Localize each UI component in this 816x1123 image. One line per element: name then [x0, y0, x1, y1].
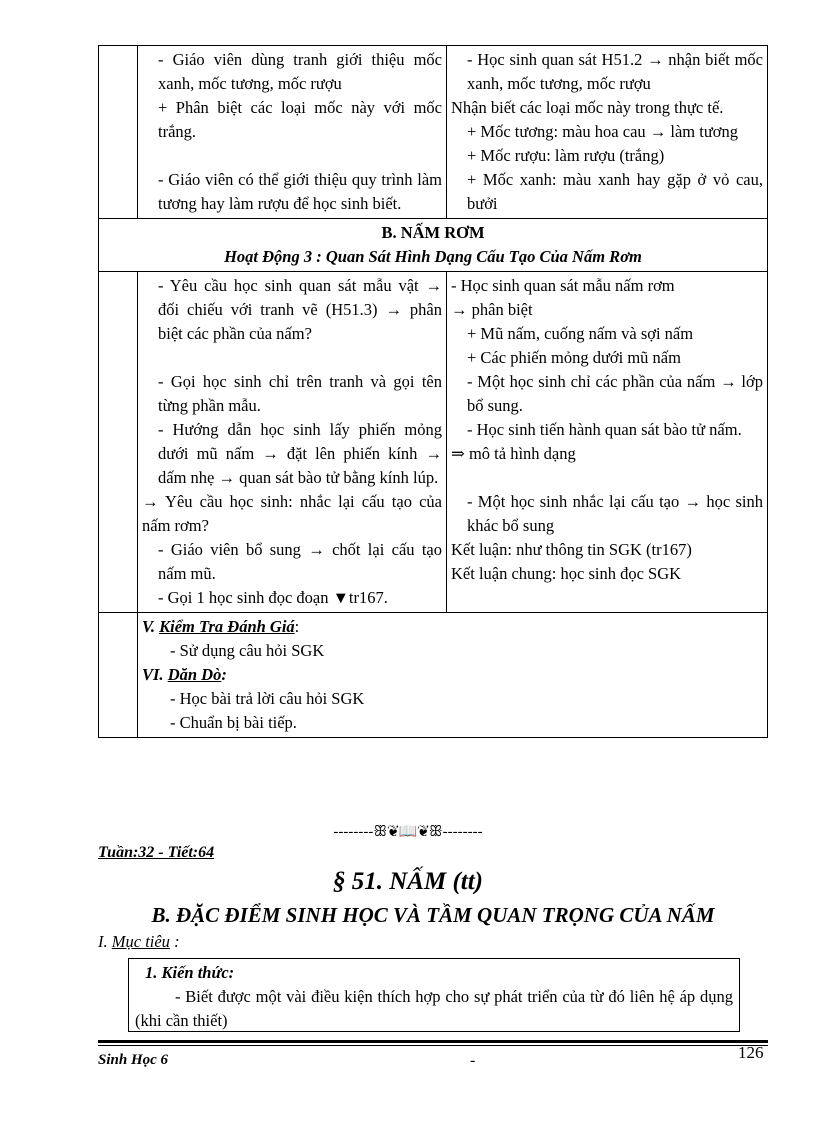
paragraph: - Hướng dẫn học sinh lấy phiến mỏng dưới mũ nấm → đặt lên phiến kính → dấm nhẹ → quan sát bào tử bằng kính lúp. [158, 420, 442, 487]
paragraph: - Học sinh tiến hành quan sát bào tử nấm. [467, 420, 742, 439]
homework-item: - Chuẩn bị bài tiếp. [170, 713, 297, 732]
paragraph: - Gọi 1 học sinh đọc đoạn ▼tr167. [158, 588, 388, 607]
paragraph: - Giáo viên dùng tranh giới thiệu mốc xanh, mốc tương, mốc rượu [158, 50, 442, 93]
ornament-divider: --------ꕥ❦📖❦ꕥ-------- [333, 824, 483, 840]
homework-heading: VI. Dăn Dò: [142, 665, 227, 684]
paragraph: + Mốc tương: màu hoa cau → làm tương [467, 122, 739, 141]
teacher-activity-cell [138, 46, 447, 219]
page-number: 126 [738, 1043, 764, 1062]
paragraph: + Mũ nấm, cuống nấm và sợi nấm [467, 324, 694, 343]
homework-title: Dăn Dò [167, 665, 222, 684]
table-row [99, 272, 768, 613]
paragraph: + Phân biệt các loại mốc này với mốc trắng. [158, 98, 442, 141]
footer-subject: Sinh Học 6 [98, 1052, 169, 1068]
lesson-table [98, 45, 768, 738]
table-row [99, 46, 768, 219]
paragraph: - Một học sinh nhắc lại cấu tạo → học sinh khác bổ sung [467, 492, 763, 535]
footer-rule [98, 1040, 768, 1046]
paragraph: - Yêu cầu học sinh quan sát mẫu vật → đối chiếu với tranh vẽ (H51.3) → phân biệt các phần của nấm? [158, 276, 442, 343]
section-header-cell [99, 219, 768, 272]
paragraph: + Mốc xanh: màu xanh hay gặp ở vỏ cau, bưởi [467, 170, 763, 213]
index-cell [99, 272, 138, 613]
knowledge-text: - Biết được một vài điều kiện thích hợp cho sự phát triển của từ đó liên hệ áp dụng (khi cần thiết) [135, 987, 733, 1030]
paragraph: + Các phiến mỏng dưới mũ nấm [467, 348, 681, 367]
paragraph: - Gọi học sinh chỉ trên tranh và gọi tên từng phần mẫu. [158, 372, 442, 415]
paragraph: ⇒ mô tả hình dạng [451, 444, 576, 463]
assessment-item: - Sử dụng câu hỏi SGK [170, 641, 325, 660]
objectives-heading: I. Mục tiêu : [98, 932, 180, 951]
assessment-title: Kiểm Tra Đánh Giá [159, 617, 295, 636]
student-activity-cell [447, 46, 768, 219]
paragraph: Kết luận chung: học sinh đọc SGK [451, 564, 682, 583]
paragraph: → Yêu cầu học sinh: nhắc lại cấu tạo của nấm rơm? [142, 492, 442, 535]
index-cell [99, 613, 138, 738]
paragraph: → phân biệt [451, 300, 533, 319]
student-activity-cell [447, 272, 768, 613]
knowledge-box [128, 958, 740, 1032]
section-heading: B. ĐẶC ĐIỂM SINH HỌC VÀ TẦM QUAN TRỌNG CỦA NẤM [151, 903, 715, 927]
footer-separator: - [470, 1052, 476, 1069]
index-cell [99, 46, 138, 219]
paragraph: Nhận biết các loại mốc này trong thực tế. [451, 98, 724, 117]
paragraph: - Một học sinh chỉ các phần của nấm → lớp bổ sung. [467, 372, 763, 415]
homework-item: - Học bài trả lời câu hỏi SGK [170, 689, 365, 708]
table-row [99, 613, 768, 738]
section-title: B. NẤM RƠM [381, 223, 485, 242]
knowledge-title: 1. Kiến thức: [145, 963, 235, 982]
paragraph: - Học sinh quan sát mẫu nấm rơm [451, 276, 675, 295]
teacher-activity-cell [138, 272, 447, 613]
table-row [99, 219, 768, 272]
assessment-cell [138, 613, 768, 738]
objectives-title: Mục tiêu [111, 932, 170, 951]
paragraph: - Giáo viên bổ sung → chốt lại cấu tạo nấm mũ. [158, 540, 442, 583]
paragraph: - Học sinh quan sát H51.2 → nhận biết mốc xanh, mốc tương, mốc rượu [467, 50, 763, 93]
paragraph: - Giáo viên có thể giới thiệu quy trình làm tương hay làm rượu để học sinh biết. [158, 170, 442, 213]
week-lesson-label: Tuần:32 - Tiết:64 [98, 844, 215, 861]
lesson-heading: § 51. NẤM (tt) [333, 868, 483, 895]
paragraph: Kết luận: như thông tin SGK (tr167) [451, 540, 692, 559]
activity-title: Hoạt Động 3 : Quan Sát Hình Dạng Cấu Tạo Của Nấm Rơm [224, 247, 642, 266]
paragraph: + Mốc rượu: làm rượu (trắng) [467, 146, 665, 165]
assessment-heading: V. Kiểm Tra Đánh Giá: [142, 617, 300, 636]
